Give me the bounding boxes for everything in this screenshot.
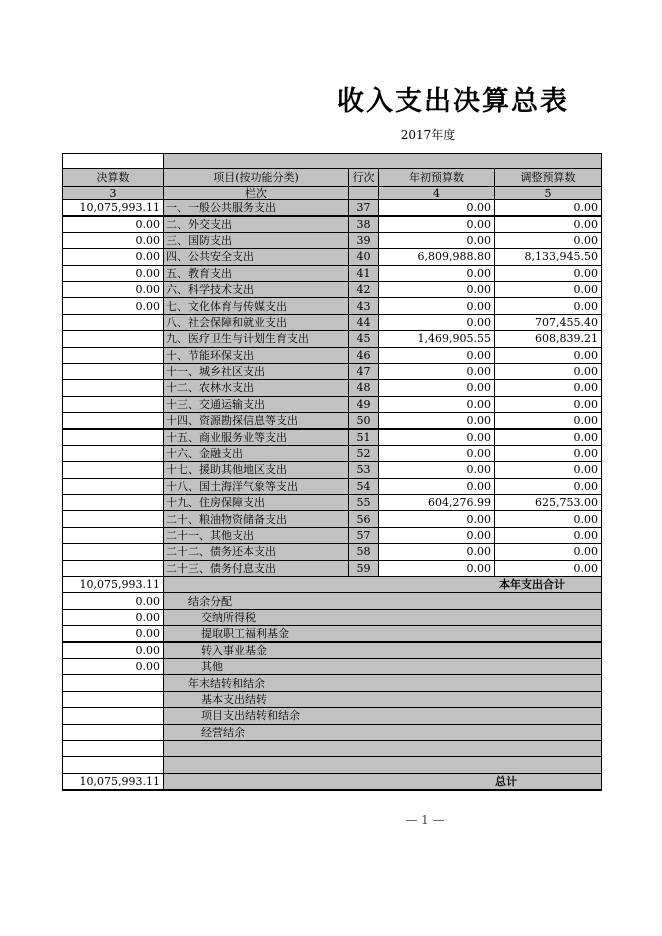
initial-budget-cell: 0.00 <box>379 216 495 232</box>
adjusted-budget-cell: 0.00 <box>495 429 602 445</box>
merged-label-cell: 结余分配 <box>164 593 602 609</box>
table-row <box>63 544 602 560</box>
table-row <box>63 773 602 789</box>
final-amount-cell: 0.00 <box>63 642 164 658</box>
item-cell: 十八、国土海洋气象等支出 <box>164 478 349 494</box>
final-amount-cell <box>63 396 164 412</box>
final-amount-cell: 0.00 <box>63 216 164 232</box>
item-cell: 二十三、债务付息支出 <box>164 560 349 576</box>
initial-budget-cell: 0.00 <box>379 511 495 527</box>
item-cell: 五、教育支出 <box>164 265 349 281</box>
line-number-cell: 41 <box>349 265 379 281</box>
initial-budget-cell: 0.00 <box>379 413 495 429</box>
header-initial-budget: 年初预算数 <box>379 169 495 187</box>
initial-budget-cell: 0.00 <box>379 544 495 560</box>
table-row <box>63 740 602 756</box>
merged-label-cell: 提取职工福利基金 <box>164 626 602 642</box>
initial-budget-cell: 0.00 <box>379 200 495 216</box>
initial-budget-cell: 0.00 <box>379 281 495 297</box>
merged-label-cell: 转入事业基金 <box>164 642 602 658</box>
table-row <box>63 691 602 707</box>
item-cell: 二、外交支出 <box>164 216 349 232</box>
table-row <box>63 314 602 330</box>
adjusted-budget-cell: 0.00 <box>495 445 602 461</box>
table-row <box>63 495 602 511</box>
item-cell: 二十一、其他支出 <box>164 527 349 543</box>
final-amount-cell <box>63 363 164 379</box>
initial-budget-cell: 6,809,988.80 <box>379 249 495 265</box>
item-cell: 一、一般公共服务支出 <box>164 200 349 216</box>
item-cell: 十五、商业服务业等支出 <box>164 429 349 445</box>
line-number-cell: 50 <box>349 413 379 429</box>
table-row <box>63 347 602 363</box>
table-spacer-row <box>63 154 602 169</box>
adjusted-budget-cell: 0.00 <box>495 462 602 478</box>
spacer-cell-left <box>63 154 164 169</box>
table-row <box>63 281 602 297</box>
table-row <box>63 527 602 543</box>
line-number-cell: 38 <box>349 216 379 232</box>
table-row <box>63 265 602 281</box>
table-body <box>63 200 602 790</box>
final-amount-cell: 0.00 <box>63 281 164 297</box>
final-amount-cell <box>63 413 164 429</box>
initial-budget-cell: 0.00 <box>379 478 495 494</box>
item-cell: 十三、交通运输支出 <box>164 396 349 412</box>
table-row <box>63 757 602 773</box>
final-amount-cell: 0.00 <box>63 232 164 248</box>
initial-budget-cell: 0.00 <box>379 527 495 543</box>
table-header-row <box>63 169 602 187</box>
final-amount-cell <box>63 527 164 543</box>
line-number-cell: 59 <box>349 560 379 576</box>
index-cell-5: 5 <box>495 187 602 200</box>
index-cell-lanci: 栏次 <box>164 187 349 200</box>
initial-budget-cell: 0.00 <box>379 462 495 478</box>
final-amount-cell: 0.00 <box>63 249 164 265</box>
merged-label-cell: 项目支出结转和结余 <box>164 708 602 724</box>
initial-budget-cell: 0.00 <box>379 380 495 396</box>
table-row <box>63 626 602 642</box>
line-number-cell: 45 <box>349 331 379 347</box>
final-amount-cell <box>63 724 164 740</box>
final-amount-cell <box>63 429 164 445</box>
initial-budget-cell: 0.00 <box>379 232 495 248</box>
final-amount-cell <box>63 445 164 461</box>
item-cell: 二十二、债务还本支出 <box>164 544 349 560</box>
item-cell: 八、社会保障和就业支出 <box>164 314 349 330</box>
item-cell: 十、节能环保支出 <box>164 347 349 363</box>
initial-budget-cell: 0.00 <box>379 396 495 412</box>
line-number-cell: 46 <box>349 347 379 363</box>
index-cell-3: 3 <box>63 187 164 200</box>
table-row <box>63 593 602 609</box>
final-amount-cell <box>63 675 164 691</box>
adjusted-budget-cell: 0.00 <box>495 511 602 527</box>
final-amount-cell: 0.00 <box>63 658 164 674</box>
table-row <box>63 658 602 674</box>
adjusted-budget-cell: 0.00 <box>495 380 602 396</box>
adjusted-budget-cell: 0.00 <box>495 347 602 363</box>
line-number-cell: 37 <box>349 200 379 216</box>
line-number-cell: 44 <box>349 314 379 330</box>
line-number-cell: 52 <box>349 445 379 461</box>
initial-budget-cell: 0.00 <box>379 298 495 314</box>
line-number-cell: 40 <box>349 249 379 265</box>
table-row <box>63 216 602 232</box>
item-cell: 十四、资源勘探信息等支出 <box>164 413 349 429</box>
table-row <box>63 609 602 625</box>
table-row <box>63 396 602 412</box>
line-number-cell: 51 <box>349 429 379 445</box>
table-row <box>63 462 602 478</box>
table-row <box>63 642 602 658</box>
initial-budget-cell: 0.00 <box>379 265 495 281</box>
adjusted-budget-cell: 608,839.21 <box>495 331 602 347</box>
spacer-cell-right <box>164 154 602 169</box>
adjusted-budget-cell: 0.00 <box>495 298 602 314</box>
adjusted-budget-cell: 0.00 <box>495 396 602 412</box>
final-amount-cell: 0.00 <box>63 626 164 642</box>
item-cell: 十一、城乡社区支出 <box>164 363 349 379</box>
adjusted-budget-cell: 0.00 <box>495 413 602 429</box>
line-number-cell: 49 <box>349 396 379 412</box>
fiscal-year-subtitle: 2017年度 <box>400 128 456 142</box>
adjusted-budget-cell: 0.00 <box>495 216 602 232</box>
table-row <box>63 560 602 576</box>
table-row <box>63 232 602 248</box>
final-amount-cell: 10,075,993.11 <box>63 200 164 216</box>
header-final-amount: 决算数 <box>63 169 164 187</box>
table-row <box>63 331 602 347</box>
table-row <box>63 249 602 265</box>
table-row <box>63 298 602 314</box>
final-amount-cell <box>63 691 164 707</box>
final-amount-cell <box>63 314 164 330</box>
index-cell-4: 4 <box>379 187 495 200</box>
final-amount-cell <box>63 462 164 478</box>
merged-label-cell <box>164 740 602 756</box>
line-number-cell: 57 <box>349 527 379 543</box>
table-row <box>63 478 602 494</box>
final-amount-cell <box>63 708 164 724</box>
line-number-cell: 39 <box>349 232 379 248</box>
final-amount-cell: 0.00 <box>63 593 164 609</box>
merged-label-cell: 总计 <box>164 773 602 789</box>
merged-label-cell: 经营结余 <box>164 724 602 740</box>
final-amount-cell <box>63 380 164 396</box>
final-amount-cell <box>63 347 164 363</box>
adjusted-budget-cell: 0.00 <box>495 560 602 576</box>
final-amount-cell: 0.00 <box>63 298 164 314</box>
initial-budget-cell: 0.00 <box>379 314 495 330</box>
final-amount-cell: 0.00 <box>63 265 164 281</box>
final-amount-cell <box>63 757 164 773</box>
initial-budget-cell: 0.00 <box>379 347 495 363</box>
line-number-cell: 47 <box>349 363 379 379</box>
adjusted-budget-cell: 707,455.40 <box>495 314 602 330</box>
adjusted-budget-cell: 8,133,945.50 <box>495 249 602 265</box>
adjusted-budget-cell: 0.00 <box>495 363 602 379</box>
header-line-number: 行次 <box>349 169 379 187</box>
table-row <box>63 200 602 216</box>
final-amount-cell: 0.00 <box>63 609 164 625</box>
merged-label-cell <box>164 757 602 773</box>
adjusted-budget-cell: 0.00 <box>495 478 602 494</box>
item-cell: 三、国防支出 <box>164 232 349 248</box>
initial-budget-cell: 0.00 <box>379 429 495 445</box>
document-title: 收入支出决算总表 <box>337 86 569 117</box>
adjusted-budget-cell: 0.00 <box>495 232 602 248</box>
adjusted-budget-cell: 625,753.00 <box>495 495 602 511</box>
item-cell: 十七、援助其他地区支出 <box>164 462 349 478</box>
table-row <box>63 708 602 724</box>
table-row <box>63 445 602 461</box>
header-item: 项目(按功能分类) <box>164 169 349 187</box>
final-amount-cell <box>63 560 164 576</box>
index-cell-empty <box>349 187 379 200</box>
table-row <box>63 429 602 445</box>
item-cell: 十二、农林水支出 <box>164 380 349 396</box>
line-number-cell: 58 <box>349 544 379 560</box>
line-number-cell: 55 <box>349 495 379 511</box>
final-amount-cell: 10,075,993.11 <box>63 576 164 592</box>
item-cell: 七、文化体育与传媒支出 <box>164 298 349 314</box>
final-amount-cell <box>63 511 164 527</box>
initial-budget-cell: 0.00 <box>379 560 495 576</box>
item-cell: 十九、住房保障支出 <box>164 495 349 511</box>
final-accounts-table <box>62 153 602 791</box>
line-number-cell: 53 <box>349 462 379 478</box>
merged-label-cell: 交纳所得税 <box>164 609 602 625</box>
table-row <box>63 675 602 691</box>
initial-budget-cell: 0.00 <box>379 445 495 461</box>
item-cell: 六、科学技术支出 <box>164 281 349 297</box>
table-row <box>63 380 602 396</box>
final-amount-cell <box>63 478 164 494</box>
final-amount-cell: 10,075,993.11 <box>63 773 164 789</box>
item-cell: 十六、金融支出 <box>164 445 349 461</box>
adjusted-budget-cell: 0.00 <box>495 527 602 543</box>
line-number-cell: 43 <box>349 298 379 314</box>
header-adjusted-budget: 调整预算数 <box>495 169 602 187</box>
line-number-cell: 48 <box>349 380 379 396</box>
initial-budget-cell: 1,469,905.55 <box>379 331 495 347</box>
initial-budget-cell: 0.00 <box>379 363 495 379</box>
line-number-cell: 54 <box>349 478 379 494</box>
table-row <box>63 576 602 592</box>
adjusted-budget-cell: 0.00 <box>495 281 602 297</box>
line-number-cell: 42 <box>349 281 379 297</box>
final-amount-cell <box>63 495 164 511</box>
final-amount-cell <box>63 331 164 347</box>
table-row <box>63 363 602 379</box>
line-number-cell: 56 <box>349 511 379 527</box>
initial-budget-cell: 604,276.99 <box>379 495 495 511</box>
merged-label-cell: 本年支出合计 <box>164 576 602 592</box>
adjusted-budget-cell: 0.00 <box>495 265 602 281</box>
merged-label-cell: 年末结转和结余 <box>164 675 602 691</box>
merged-label-cell: 其他 <box>164 658 602 674</box>
item-cell: 四、公共安全支出 <box>164 249 349 265</box>
final-amount-cell <box>63 740 164 756</box>
item-cell: 九、医疗卫生与计划生育支出 <box>164 331 349 347</box>
merged-label-cell: 基本支出结转 <box>164 691 602 707</box>
page-number: — 1 — <box>405 813 445 827</box>
adjusted-budget-cell: 0.00 <box>495 544 602 560</box>
adjusted-budget-cell: 0.00 <box>495 200 602 216</box>
table-row <box>63 511 602 527</box>
table-column-index-row <box>63 187 602 200</box>
final-amount-cell <box>63 544 164 560</box>
table-row <box>63 413 602 429</box>
table-row <box>63 724 602 740</box>
item-cell: 二十、粮油物资储备支出 <box>164 511 349 527</box>
